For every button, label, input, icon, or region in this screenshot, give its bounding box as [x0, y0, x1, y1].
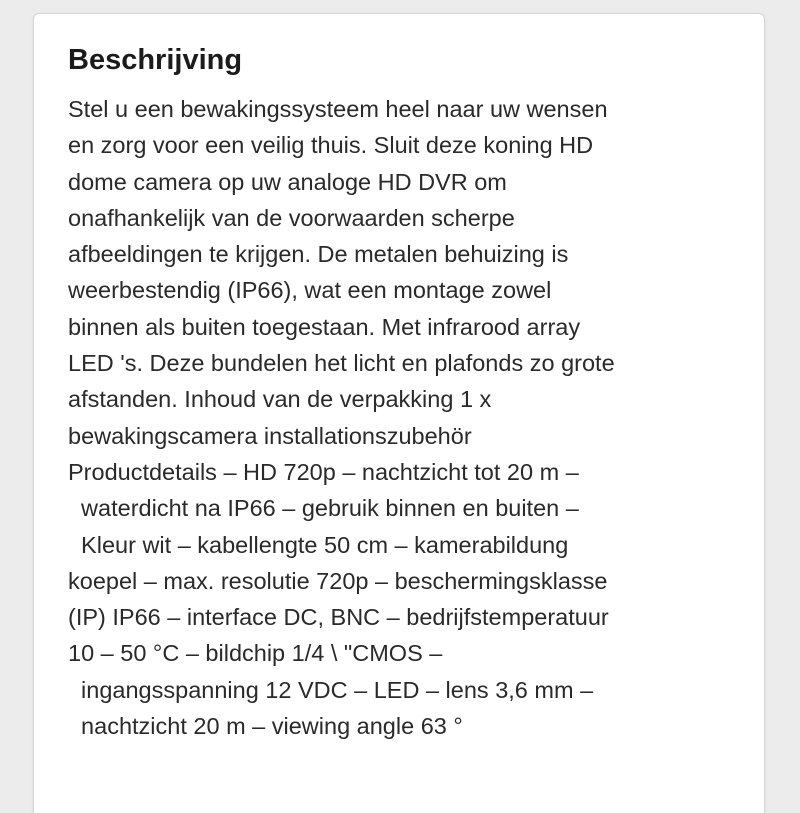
description-line: weerbestendig (IP66), wat een montage zowel [68, 277, 552, 304]
description-line: bewakingscamera installationszubehör [68, 422, 472, 449]
description-line: ingangsspanning 12 VDC – LED – lens 3,6 mm – [68, 676, 594, 703]
section-title: Beschrijving [68, 44, 243, 76]
description-line: nachtzicht 20 m – viewing angle 63 ° [68, 713, 463, 740]
description-line: binnen als buiten toegestaan. Met infrarood array [68, 313, 581, 340]
description-line: Productdetails – HD 720p – nachtzicht tot 20 m – [68, 458, 579, 485]
description-line: 10 – 50 °C – bildchip 1/4 \ "CMOS – [68, 640, 443, 667]
description-line: onafhankelijk van de voorwaarden scherpe [68, 204, 515, 231]
description-line: LED 's. Deze bundelen het licht en plafonds zo grote [68, 350, 615, 377]
description-card [33, 13, 765, 813]
description-text [68, 91, 758, 744]
description-line: dome camera op uw analoge HD DVR om [68, 168, 507, 195]
description-line: Stel u een bewakingssysteem heel naar uw wensen [68, 96, 608, 122]
description-line: waterdicht na IP66 – gebruik binnen en buiten – [68, 495, 579, 522]
description-line: koepel – max. resolutie 720p – beschermingsklasse [68, 567, 608, 594]
description-line: afbeeldingen te krijgen. De metalen behuizing is [68, 241, 569, 268]
description-line: afstanden. Inhoud van de verpakking 1 x [68, 386, 492, 413]
description-line: en zorg voor een veilig thuis. Sluit deze koning HD [68, 132, 594, 159]
description-line: Kleur wit – kabellengte 50 cm – kamerabildung [68, 531, 569, 558]
description-line: (IP) IP66 – interface DC, BNC – bedrijfstemperatuur [68, 604, 609, 631]
